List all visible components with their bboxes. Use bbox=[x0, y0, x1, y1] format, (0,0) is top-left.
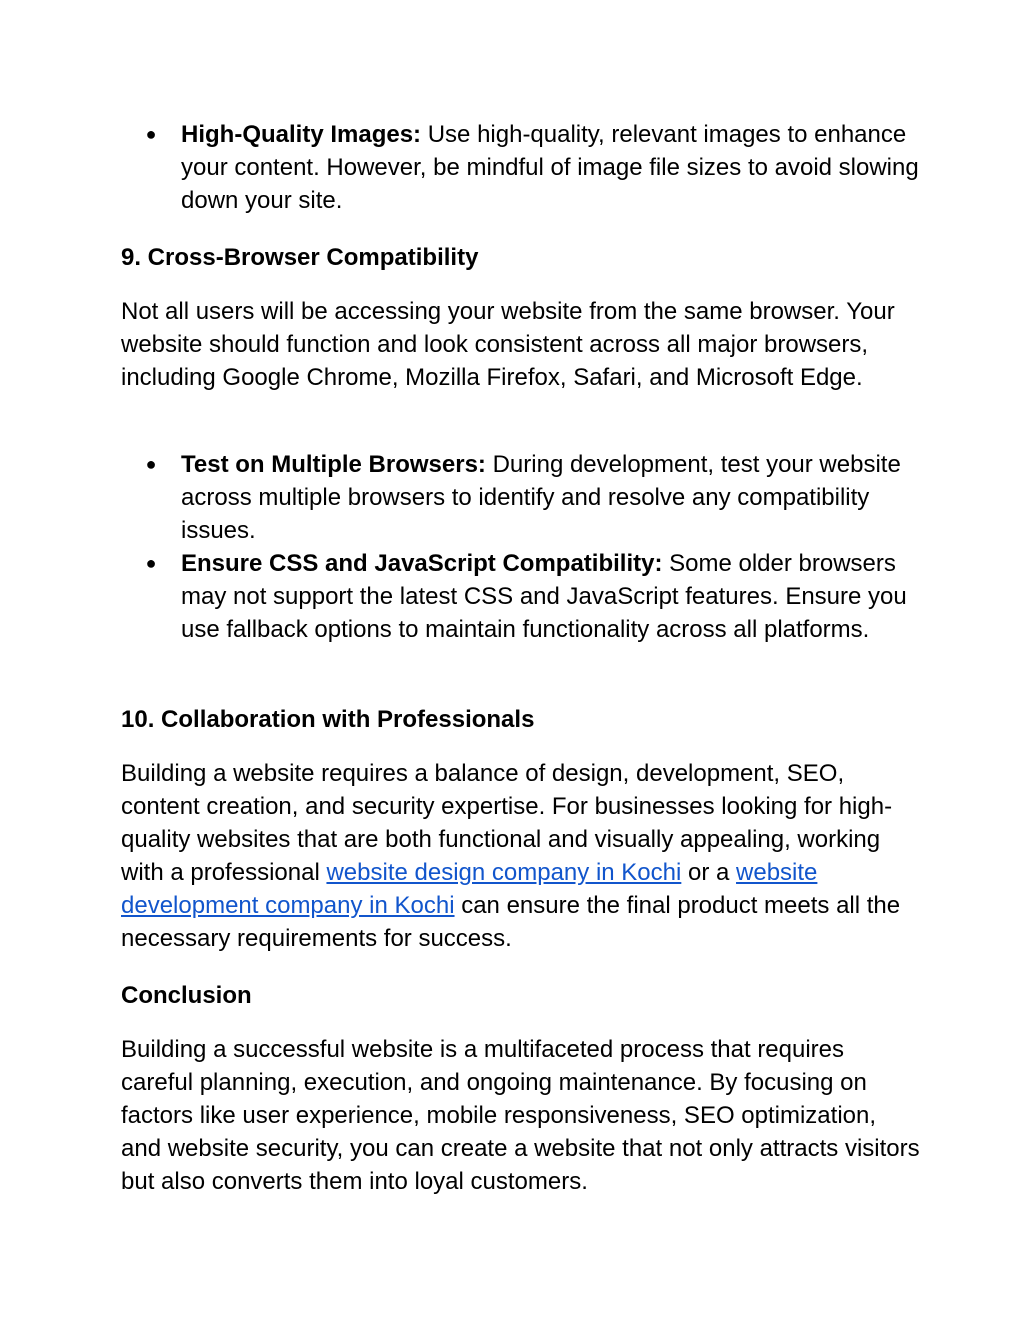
paragraph-text: Building a website requires a balance of design, development, SEO, content creation, and security expertise. For businesses looking for high-quality websites that are both functional and visually appealing, working with a professional bbox=[121, 760, 893, 886]
website-development-company-link[interactable]: website development company in Kochi bbox=[121, 859, 818, 919]
list-item-text: Use high-quality, relevant images to enhance your content. However, be mindful of image file sizes to avoid slowing down your site. bbox=[181, 121, 919, 214]
cross-browser-bullet-list bbox=[121, 448, 921, 646]
section-heading-collaboration: 10. Collaboration with Professionals bbox=[121, 706, 535, 733]
list-item-title: Test on Multiple Browsers: bbox=[181, 451, 486, 478]
section-heading-cross-browser: 9. Cross-Browser Compatibility bbox=[121, 244, 479, 271]
bullet-icon: ● bbox=[145, 124, 157, 144]
bullet-icon: ● bbox=[145, 553, 157, 573]
images-bullet-list bbox=[121, 118, 921, 217]
bullet-icon: ● bbox=[145, 454, 157, 474]
paragraph-text: can ensure the final product meets all the necessary requirements for success. bbox=[121, 892, 901, 952]
website-design-company-link[interactable]: website design company in Kochi bbox=[326, 859, 682, 886]
section-paragraph-cross-browser: Not all users will be accessing your website from the same browser. Your website should function and look consistent across all major browsers, including Google Chrome, Mozilla Firefox, Safari, and Microsoft Edge. bbox=[121, 298, 895, 391]
list-item-text: Some older browsers may not support the latest CSS and JavaScript features. Ensure you use fallback options to maintain functionality across all platforms. bbox=[181, 550, 907, 643]
list-item bbox=[121, 547, 921, 646]
list-item bbox=[121, 118, 921, 217]
paragraph-text: or a bbox=[681, 859, 737, 886]
list-item-text: During development, test your website across multiple browsers to identify and resolve any compatibility issues. bbox=[181, 451, 901, 544]
list-item-title: Ensure CSS and JavaScript Compatibility: bbox=[181, 550, 663, 577]
section-heading-conclusion: Conclusion bbox=[121, 982, 252, 1009]
section-paragraph-collaboration bbox=[121, 757, 921, 955]
list-item bbox=[121, 448, 921, 547]
section-paragraph-conclusion: Building a successful website is a multifaceted process that requires careful planning, execution, and ongoing maintenance. By focusing on factors like user experience, mobile responsiveness, SEO optimization, and website security, you can create a website that not only attracts visitors but also converts them into loyal customers. bbox=[121, 1036, 920, 1195]
list-item-title: High-Quality Images: bbox=[181, 121, 422, 148]
